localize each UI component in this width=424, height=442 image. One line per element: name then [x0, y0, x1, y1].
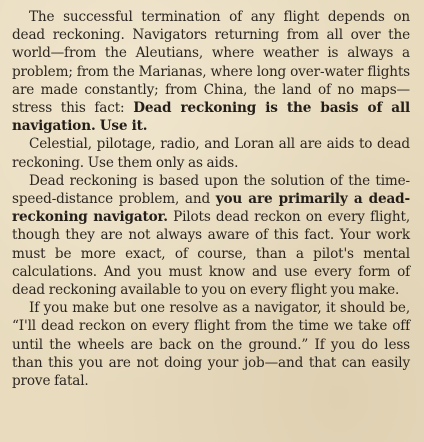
paragraph-time-speed-distance [12, 172, 410, 299]
paragraph-2-text: Celestial, pilotage, radio, and Loran all are aids to dead reckoning. Use them only as aids. [12, 136, 410, 171]
paragraph-4-text: If you make but one resolve as a navigator, it should be, “I'll dead reckon on every flight from the time we take off until the wheels are back on the ground.” If you do less than this you are not doing your job—and that can easily prove fatal. [12, 300, 410, 390]
paragraph-dead-reckoning-importance [12, 8, 410, 135]
paragraph-resolve [12, 299, 410, 390]
paragraph-3-emphasis: you are primarily a dead-reckoning navigator. [12, 191, 410, 226]
paragraph-3-text-after: Pilots dead reckon on every flight, though they are not always aware of this fact. Your work must be more exact, of course, than a pilot's mental calculations. And you must know and use every form of dead reckoning available to you on every flight you make. [12, 209, 410, 299]
paragraph-aids [12, 135, 410, 171]
paragraph-1-emphasis: Dead reckoning is the basis of all navigation. Use it. [12, 100, 410, 135]
paragraph-1-text: The successful termination of any flight depends on dead reckoning. Navigators returning from all over the world—from the Aleutians, where weather is always a problem; from the Marianas, where long over-water flights are made constantly; from China, the land of no maps—stress this fact: [12, 9, 410, 117]
paragraph-3-text-before: Dead reckoning is based upon the solution of the time-speed-distance problem, and [12, 172, 410, 208]
